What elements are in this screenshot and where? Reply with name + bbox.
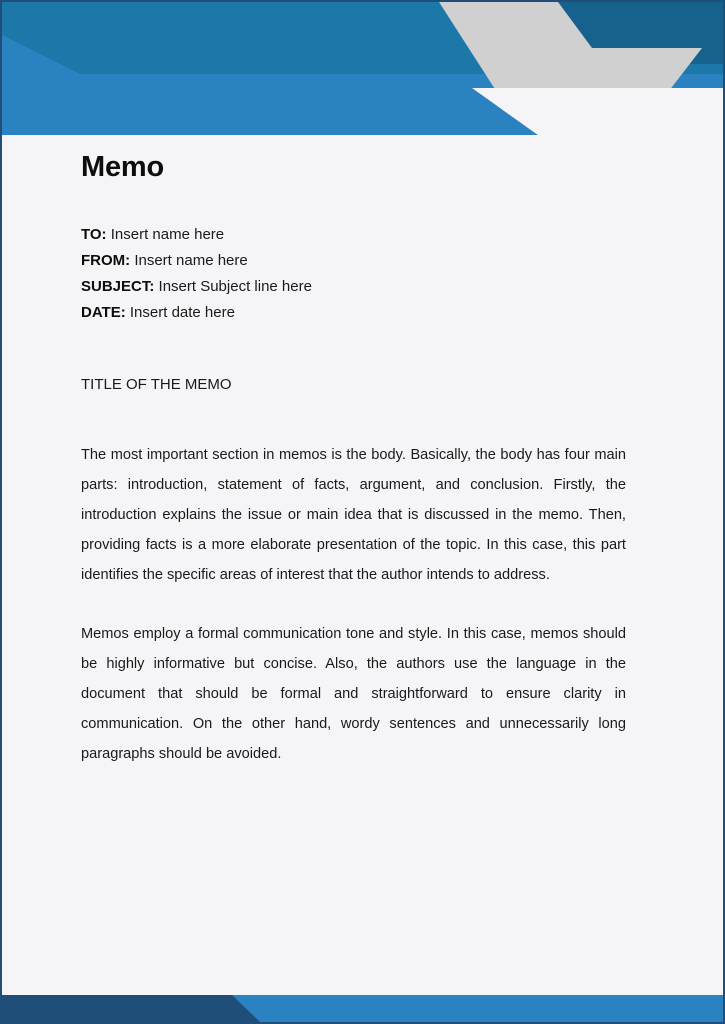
memo-fields xyxy=(81,222,626,326)
body-paragraph-1[interactable]: The most important section in memos is the body. Basically, the body has four main parts: introduction, statement of facts, argument, and conclusion. Firstly, the introduction explains the issue or main idea that is discussed in the memo. Then, providing facts is a more elaborate presentation of the topic. In this case, this part identifies the specific areas of interest that the author intends to address. xyxy=(81,446,626,583)
field-value-to[interactable]: Insert name here xyxy=(110,225,225,243)
body-paragraph-2[interactable]: Memos employ a formal communication tone and style. In this case, memos should be highly informative but concise. Also, the authors use the language in the document that should be formal and straightforward to ensure clarity in communication. On the other hand, wordy sentences and unnecessarily long paragraphs should be avoided. xyxy=(81,625,626,762)
field-row-to xyxy=(81,222,626,248)
page-title: Memo xyxy=(81,151,164,183)
memo-heading[interactable]: TITLE OF THE MEMO xyxy=(81,375,232,393)
field-value-from[interactable]: Insert name here xyxy=(134,251,248,269)
memo-content xyxy=(81,152,626,769)
field-label-to: TO: xyxy=(81,225,107,243)
header-baseline-fill xyxy=(2,135,723,142)
field-row-date xyxy=(81,300,626,326)
footer-band-navy xyxy=(2,995,260,1022)
field-row-subject xyxy=(81,274,626,300)
field-row-from xyxy=(81,248,626,274)
field-label-from: FROM: xyxy=(81,251,131,269)
footer-banner-graphic xyxy=(2,992,723,1022)
field-label-date: DATE: xyxy=(81,303,126,321)
field-label-subject: SUBJECT: xyxy=(81,277,155,295)
header-banner-graphic xyxy=(2,2,723,142)
field-value-date[interactable]: Insert date here xyxy=(129,303,235,321)
field-value-subject[interactable]: Insert Subject line here xyxy=(158,277,312,295)
header-diagonal-point xyxy=(2,88,538,135)
